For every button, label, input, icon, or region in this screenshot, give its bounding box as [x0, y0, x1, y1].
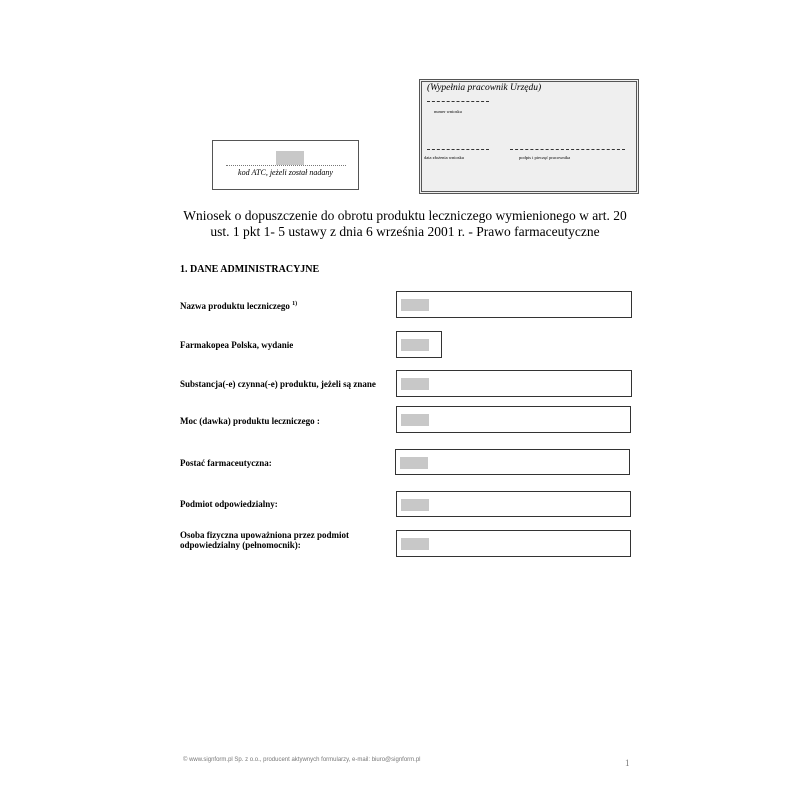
field-label-responsible-entity: Podmiot odpowiedzialny:: [180, 499, 278, 509]
document-title: Wniosek o dopuszczenie do obrotu produktu leczniczego wymienionego w art. 20 ust. 1 pkt 1- 5 ustawy z dnia 6 września 2001 r. - Prawo farmaceutyczne: [183, 208, 627, 239]
field-label-dosage-form: Postać farmaceutyczna:: [180, 458, 272, 468]
active-substance-input[interactable]: [396, 370, 632, 397]
footer-copyright: © www.signform.pl Sp. z o.o., producent aktywnych formularzy, e-mail: biuro@signform.pl: [183, 757, 421, 763]
divider: [427, 101, 489, 102]
divider: [510, 149, 625, 150]
atc-code-input[interactable]: [276, 151, 304, 165]
dotted-line: [226, 165, 346, 166]
authorized-person-input[interactable]: [396, 530, 631, 557]
responsible-entity-input[interactable]: [396, 491, 631, 517]
field-label-pharmacopoeia: Farmakopea Polska, wydanie: [180, 340, 294, 350]
application-number-label: numer wniosku: [434, 109, 462, 114]
office-use-box: [419, 79, 639, 194]
dosage-form-input[interactable]: [395, 449, 630, 475]
field-label-product-name: Nazwa produktu leczniczego $^{1)}$: [180, 301, 298, 311]
pharmacopoeia-input[interactable]: [396, 331, 442, 358]
office-use-title: (Wypełnia pracownik Urzędu): [427, 83, 542, 93]
field-label-active-substance: Substancja(-e) czynna(-e) produktu, jeżeli są znane: [180, 379, 376, 389]
atc-code-label: kod ATC, jeżeli został nadany: [238, 168, 333, 177]
field-label-strength: Moc (dawka) produktu leczniczego :: [180, 416, 320, 426]
field-label-authorized-person: Osoba fizyczna upoważniona przez podmiot odpowiedzialny (pełnomocnik):: [180, 530, 350, 550]
atc-code-box: [212, 140, 359, 190]
divider: [427, 149, 489, 150]
section-heading: 1. DANE ADMINISTRACYJNE: [180, 264, 320, 275]
submission-date-label: data złożenia wniosku: [424, 155, 464, 160]
product-name-input[interactable]: [396, 291, 632, 318]
page-number: 1: [625, 758, 630, 768]
signature-label: podpis i pieczęć pracownika: [519, 155, 571, 160]
strength-input[interactable]: [396, 406, 631, 433]
